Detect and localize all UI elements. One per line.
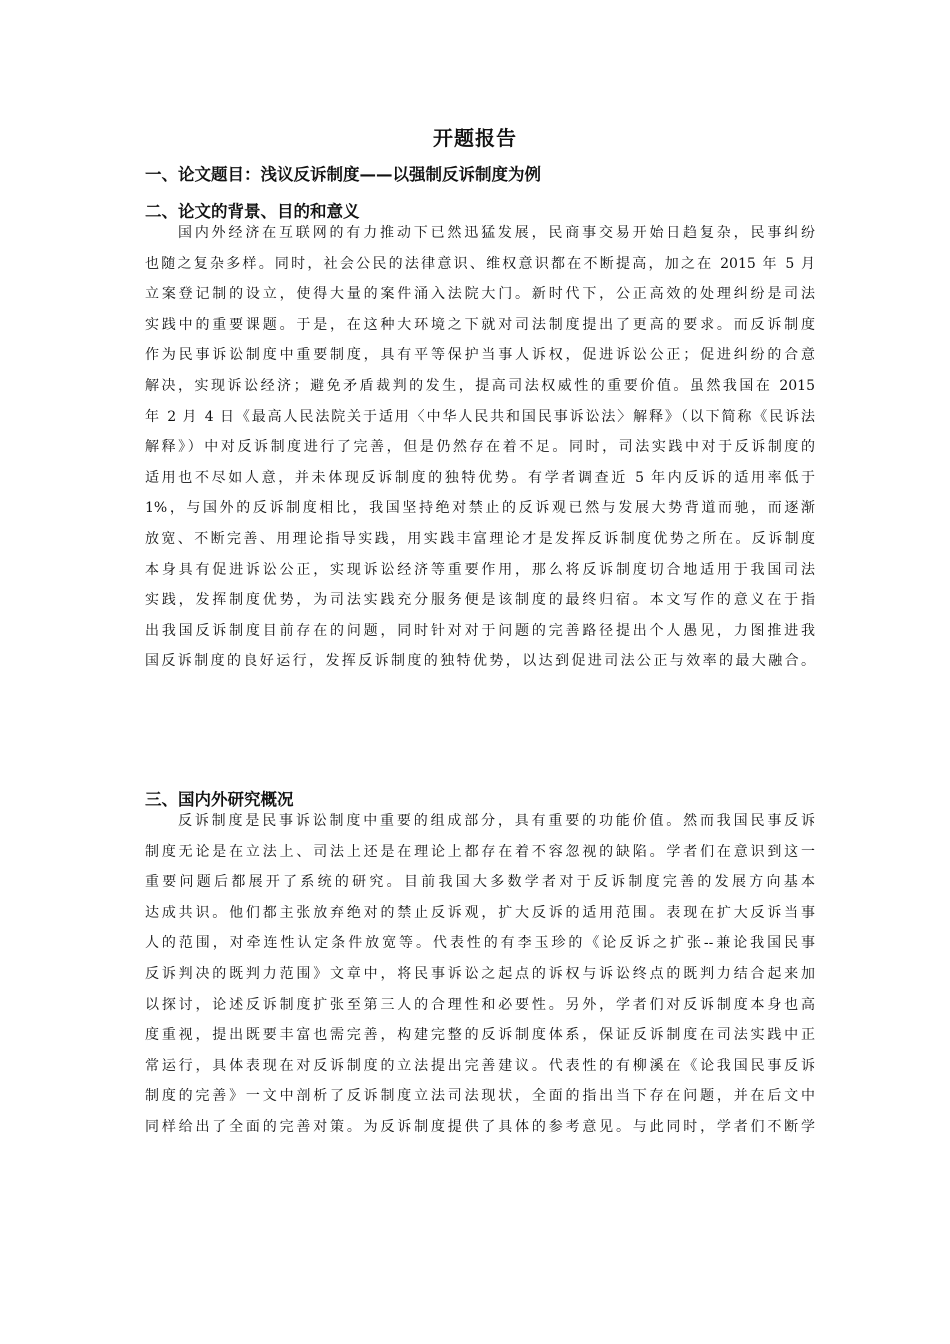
paragraph-line: 同样给出了全面的完善对策。为反诉制度提供了具体的参考意见。与此同时，学者们不断学 (145, 1118, 815, 1135)
paragraph-line: 重要问题后都展开了系统的研究。目前我国大多数学者对于反诉制度完善的发展方向基本 (145, 874, 815, 891)
paragraph-line: 国内外经济在互联网的有力推动下已然迅猛发展，民商事交易开始日趋复杂，民事纠纷 (178, 225, 815, 241)
paragraph-line: 作为民事诉讼制度中重要制度，具有平等保护当事人诉权，促进诉讼公正；促进纠纷的合意 (145, 347, 815, 364)
paragraph-line: 出我国反诉制度目前存在的问题，同时针对对于问题的完善路径提出个人愚见，力图推进我 (145, 622, 815, 639)
paragraph-line: 适用也不尽如人意，并未体现反诉制度的独特优势。有学者调查近 5 年内反诉的适用率低于 (145, 469, 815, 486)
background-paragraph (145, 218, 815, 677)
paragraph-line: 人的范围，对牵连性认定条件放宽等。代表性的有李玉珍的《论反诉之扩张--兼论我国民事 (145, 935, 815, 952)
paragraph-line: 达成共识。他们都主张放弃绝对的禁止反诉观，扩大反诉的适用范围。表现在扩大反诉当事 (145, 904, 815, 921)
document-title: 开题报告 (433, 126, 517, 150)
paragraph-line: 实践，发挥制度优势，为司法实践充分服务便是该制度的最终归宿。本文写作的意义在于指 (145, 592, 815, 609)
paragraph-line: 放宽、不断完善、用理论指导实践，用实践丰富理论才是发挥反诉制度优势之所在。反诉制度 (145, 530, 815, 547)
paragraph-line: 反诉制度是民事诉讼制度中重要的组成部分，具有重要的功能价值。然而我国民事反诉 (178, 813, 815, 829)
paragraph-line: 国反诉制度的良好运行，发挥反诉制度的独特优势，以达到促进司法公正与效率的最大融合。 (145, 653, 815, 670)
paragraph-line: 解决，实现诉讼经济；避免矛盾裁判的发生，提高司法权威性的重要价值。虽然我国在 2015 (145, 377, 815, 394)
research-paragraph (145, 806, 815, 1143)
paragraph-line: 以探讨，论述反诉制度扩张至第三人的合理性和必要性。另外，学者们对反诉制度本身也高 (145, 996, 815, 1013)
section-heading-background: 二、论文的背景、目的和意义 (145, 202, 360, 221)
paragraph-line: 常运行，具体表现在对反诉制度的立法提出完善建议。代表性的有柳溪在《论我国民事反诉 (145, 1057, 815, 1074)
paragraph-line: 反诉判决的既判力范围》文章中，将民事诉讼之起点的诉权与诉讼终点的既判力结合起来加 (145, 965, 815, 982)
paragraph-line: 也随之复杂多样。同时，社会公民的法律意识、维权意识都在不断提高，加之在 2015 年 5 月 (145, 255, 815, 272)
section-heading-research-overview: 三、国内外研究概况 (145, 790, 294, 809)
paragraph-line: 立案登记制的设立，使得大量的案件涌入法院大门。新时代下，公正高效的处理纠纷是司法 (145, 286, 815, 303)
section-heading-topic: 一、论文题目：浅议反诉制度——以强制反诉制度为例 (145, 165, 541, 184)
paragraph-line: 解释》）中对反诉制度进行了完善，但是仍然存在着不足。同时，司法实践中对于反诉制度的 (145, 439, 815, 456)
paragraph-line: 实践中的重要课题。于是，在这种大环境之下就对司法制度提出了更高的要求。而反诉制度 (145, 316, 815, 333)
paragraph-line: 制度的完善》一文中剖析了反诉制度立法司法现状，全面的指出当下存在问题，并在后文中 (145, 1088, 815, 1105)
paragraph-line: 年 2 月 4 日《最高人民法院关于适用〈中华人民共和国民事诉讼法〉解释》（以下简称《民诉法 (145, 408, 815, 425)
paragraph-line: 本身具有促进诉讼公正，实现诉讼经济等重要作用，那么将反诉制度切合地适用于我国司法 (145, 561, 815, 578)
paragraph-line: 制度无论是在立法上、司法上还是在理论上都存在着不容忽视的缺陷。学者们在意识到这一 (145, 843, 815, 860)
paragraph-line: 1%，与国外的反诉制度相比，我国坚持绝对禁止的反诉观已然与发展大势背道而驰，而逐渐 (145, 500, 815, 517)
paragraph-line: 度重视，提出既要丰富也需完善，构建完整的反诉制度体系，保证反诉制度在司法实践中正 (145, 1027, 815, 1044)
